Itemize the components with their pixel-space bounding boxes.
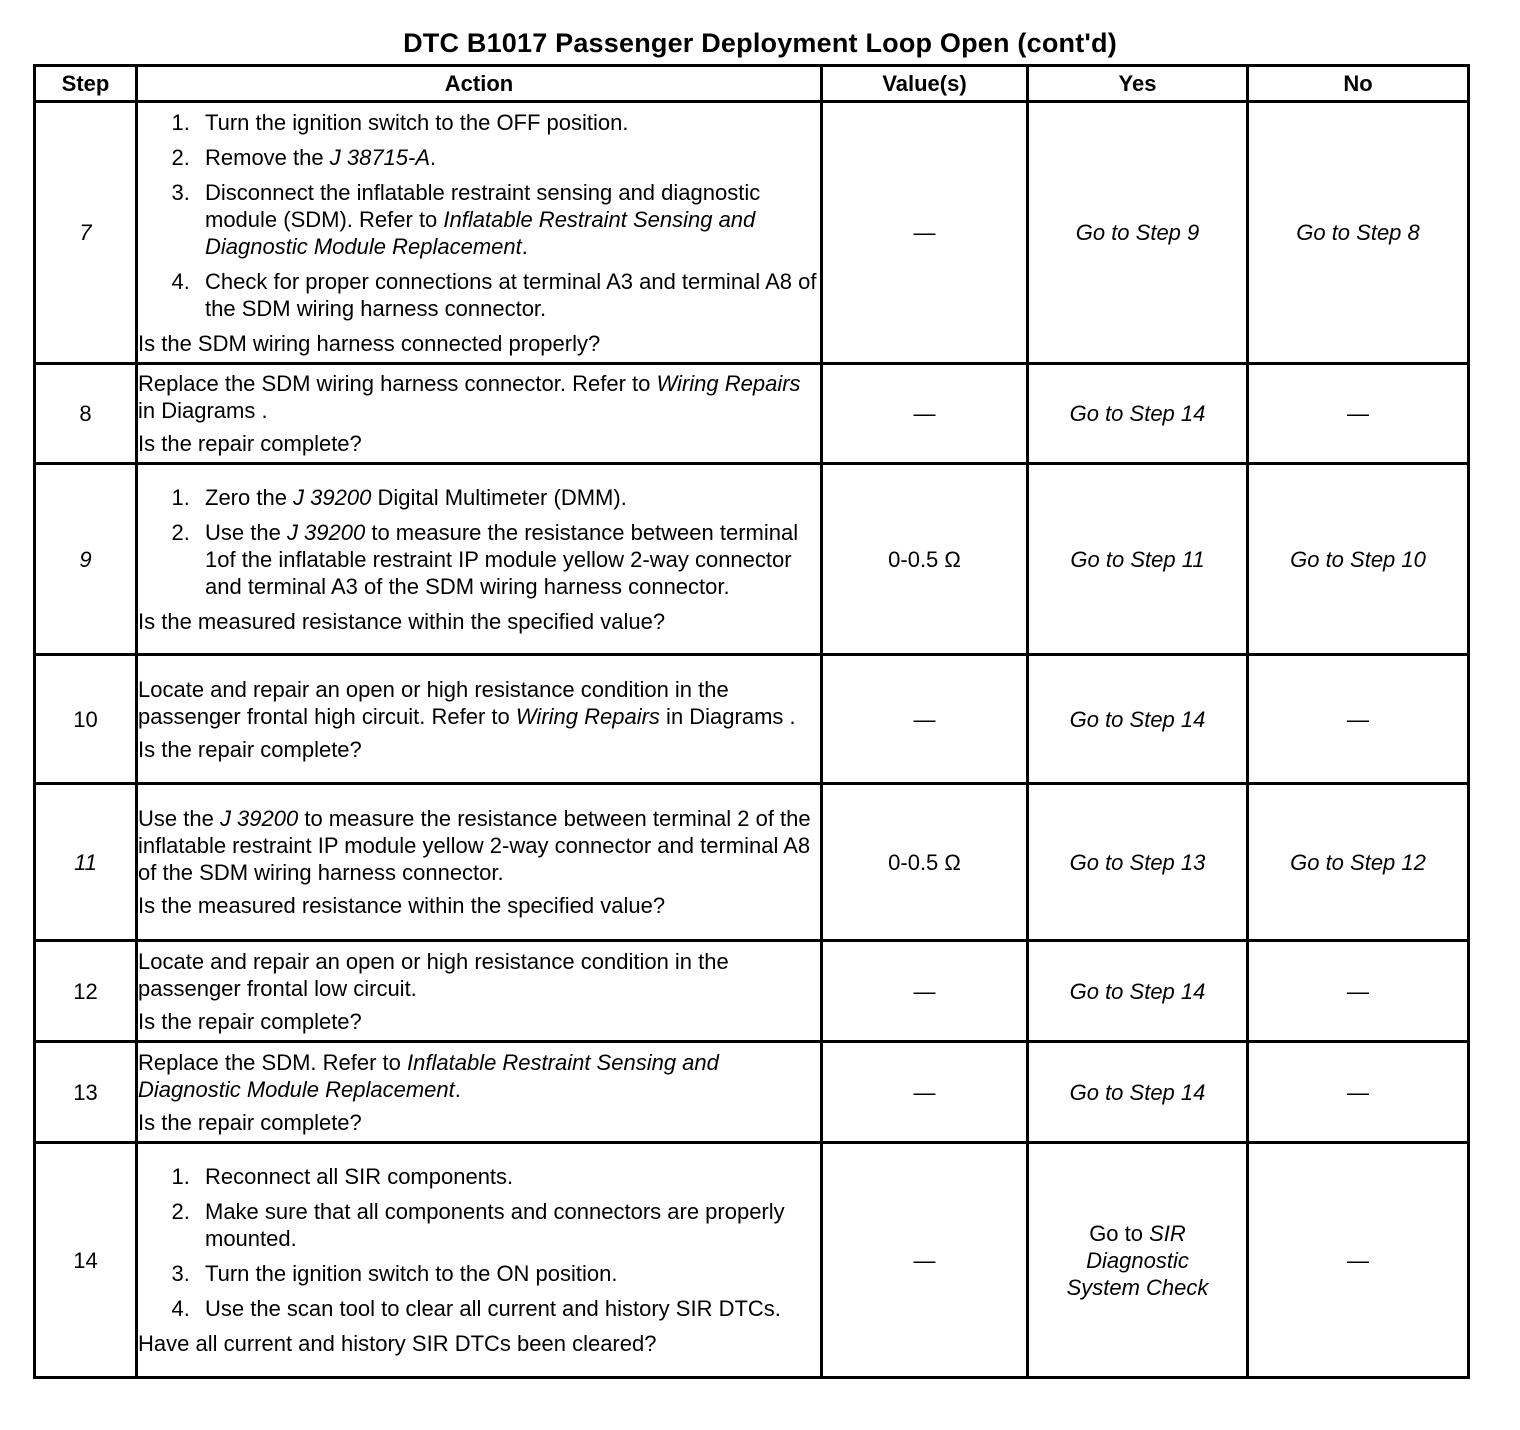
no-cell: — (1248, 1143, 1469, 1378)
action-text: Use the scan tool to clear all current and history SIR DTCs. (205, 1296, 781, 1321)
action-cell (137, 941, 822, 1042)
action-text: Replace the SDM. Refer to (138, 1049, 408, 1075)
action-question: Is the SDM wiring harness connected properly? (138, 330, 601, 356)
step-number: 12 (35, 941, 137, 1042)
action-description (138, 676, 820, 730)
action-text: . (454, 1076, 461, 1102)
table-row (35, 464, 1469, 655)
yes-link-text: SIR (1149, 1220, 1186, 1246)
action-cell (137, 784, 822, 941)
action-question: Is the repair complete? (138, 1109, 362, 1135)
action-text: in Diagrams . (659, 703, 796, 729)
action-text: in Diagrams . (138, 398, 268, 423)
action-description (138, 948, 820, 1002)
action-question: Have all current and history SIR DTCs been cleared? (138, 1331, 657, 1356)
action-step (196, 1260, 820, 1287)
yes-cell: Go to Step 14 (1028, 1042, 1248, 1143)
step-number: 13 (35, 1042, 137, 1143)
yes-text: Go to (1089, 1220, 1150, 1246)
action-text: Remove the (205, 144, 330, 170)
action-steps-list (138, 109, 820, 322)
table-row (35, 941, 1469, 1042)
action-text: Reconnect all SIR components. (205, 1164, 514, 1189)
action-cell (137, 102, 822, 364)
action-text: to measure the resistance between terminal 2 of the inflatable restraint IP module yellow 2-way connector and terminal A8 of the SDM wiring harness connector. (138, 806, 811, 885)
reference-text: Wiring Repairs (656, 371, 801, 396)
action-steps-list (138, 484, 820, 600)
action-description (138, 1049, 820, 1103)
action-steps-list (138, 1163, 820, 1322)
action-text: Make sure that all components and connectors are properly mounted. (205, 1199, 785, 1251)
reference-text: J 39200 (219, 806, 299, 831)
yes-cell: Go to Step 9 (1028, 102, 1248, 364)
action-step (196, 484, 820, 511)
value-cell: — (822, 941, 1028, 1042)
action-question: Is the repair complete? (138, 431, 362, 456)
diagnostic-table (33, 64, 1470, 1379)
yes-cell: Go to Step 14 (1028, 941, 1248, 1042)
action-cell (137, 464, 822, 655)
value-cell: — (822, 655, 1028, 784)
action-text: Turn the ignition switch to the ON position. (205, 1261, 618, 1286)
yes-cell: Go to Step 14 (1028, 364, 1248, 464)
action-text: Use the (138, 806, 220, 831)
action-cell (137, 1042, 822, 1143)
value-cell: — (822, 1143, 1028, 1378)
step-number: 9 (35, 464, 137, 655)
value-cell: 0-0.5 Ω (822, 464, 1028, 655)
table-row (35, 1143, 1469, 1378)
action-text: Check for proper connections at terminal A3 and terminal A8 of the SDM wiring harness connector. (205, 268, 817, 321)
reference-text: Wiring Repairs (515, 703, 660, 729)
action-step (196, 1198, 820, 1252)
action-cell (137, 1143, 822, 1378)
yes-cell: Go to Step 11 (1028, 464, 1248, 655)
action-step (196, 179, 820, 260)
value-cell: — (822, 364, 1028, 464)
no-cell: Go to Step 12 (1248, 784, 1469, 941)
action-question: Is the repair complete? (138, 1008, 362, 1034)
header-row (35, 66, 1469, 102)
table-row (35, 784, 1469, 941)
step-number: 7 (35, 102, 137, 364)
table-row (35, 1042, 1469, 1143)
header-yes: Yes (1028, 66, 1248, 102)
page-title: DTC B1017 Passenger Deployment Loop Open (cont'd) (403, 28, 1117, 58)
action-step (196, 519, 820, 600)
action-text: . (521, 233, 528, 259)
action-text: Replace the SDM wiring harness connector. Refer to (138, 371, 657, 396)
header-step: Step (35, 66, 137, 102)
action-text: to measure the resistance between terminal 1of the inflatable restraint IP module yellow 2-way connector and terminal A3 of the SDM wiring harness connector. (205, 519, 799, 599)
reference-text: J 38715-A (329, 144, 431, 170)
action-text: Disconnect the inflatable restraint sensing and diagnostic module (SDM). Refer to (205, 179, 761, 232)
yes-cell: Go to Step 14 (1028, 655, 1248, 784)
reference-text: Inflatable Restraint Sensing and Diagnostic Module Replacement (138, 1049, 719, 1102)
action-text: Locate and repair an open or high resistance condition in the passenger frontal low circuit. (138, 948, 729, 1001)
action-step (196, 1295, 820, 1322)
action-step (196, 144, 820, 171)
value-cell: — (822, 1042, 1028, 1143)
action-step (196, 1163, 820, 1190)
action-text: Digital Multimeter (DMM). (371, 484, 627, 510)
reference-text: Inflatable Restraint Sensing and Diagnostic Module Replacement (205, 206, 756, 259)
table-body (35, 102, 1469, 1378)
action-question: Is the measured resistance within the specified value? (138, 893, 666, 918)
action-cell (137, 364, 822, 464)
yes-cell: Go to Step 13 (1028, 784, 1248, 941)
action-description (138, 370, 820, 424)
header-no: No (1248, 66, 1469, 102)
action-question: Is the measured resistance within the specified value? (138, 608, 666, 634)
action-text: Locate and repair an open or high resistance condition in the passenger frontal high circuit. Refer to (138, 676, 729, 729)
action-text: . (430, 144, 437, 170)
no-cell: — (1248, 941, 1469, 1042)
table-row (35, 102, 1469, 364)
reference-text: J 39200 (293, 484, 372, 510)
action-text: Use the (205, 519, 287, 545)
no-cell: — (1248, 655, 1469, 784)
action-step (196, 109, 820, 136)
no-cell: Go to Step 10 (1248, 464, 1469, 655)
step-number: 10 (35, 655, 137, 784)
step-number: 14 (35, 1143, 137, 1378)
step-number: 8 (35, 364, 137, 464)
yes-reference (1029, 1220, 1246, 1301)
no-cell: — (1248, 364, 1469, 464)
action-step (196, 268, 820, 322)
table-row (35, 655, 1469, 784)
value-cell: 0-0.5 Ω (822, 784, 1028, 941)
table-row (35, 364, 1469, 464)
action-question: Is the repair complete? (138, 736, 362, 762)
header-value: Value(s) (822, 66, 1028, 102)
yes-link-text: Diagnostic (1086, 1247, 1189, 1273)
yes-link-text: System Check (1066, 1274, 1209, 1300)
step-number: 11 (35, 784, 137, 941)
action-description (138, 805, 820, 886)
reference-text: J 39200 (286, 519, 366, 545)
yes-cell (1028, 1143, 1248, 1378)
action-text: Zero the (205, 484, 294, 510)
no-cell: — (1248, 1042, 1469, 1143)
header-action: Action (137, 66, 822, 102)
action-text: Turn the ignition switch to the OFF position. (205, 109, 629, 135)
value-cell: — (822, 102, 1028, 364)
no-cell: Go to Step 8 (1248, 102, 1469, 364)
action-cell (137, 655, 822, 784)
